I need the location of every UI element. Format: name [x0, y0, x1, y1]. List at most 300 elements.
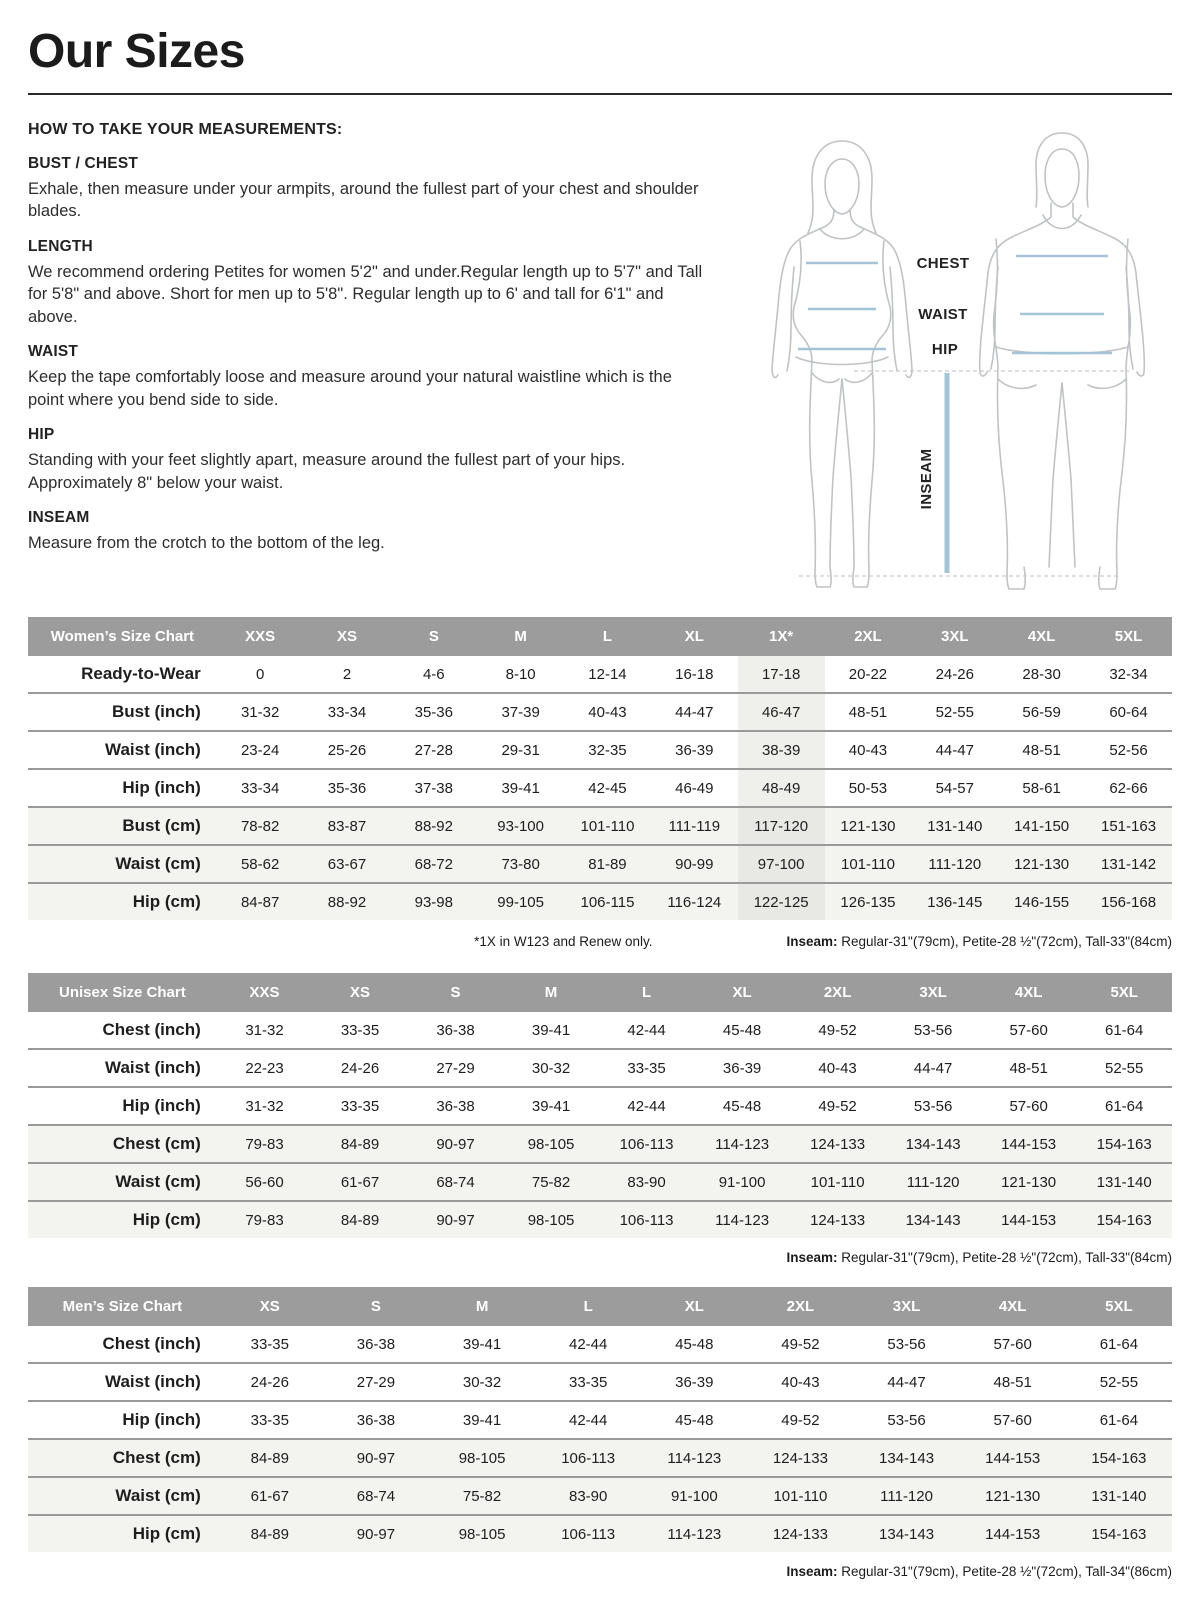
size-cell: 106-113	[619, 1135, 674, 1153]
unisex-header-row	[28, 973, 1172, 1012]
size-cell: 124-133	[810, 1135, 866, 1153]
size-cell: 58-62	[240, 855, 280, 873]
size-cell: 90-97	[436, 1135, 475, 1153]
size-cell: 52-55	[1099, 1373, 1139, 1391]
size-cell: 49-52	[781, 1335, 820, 1353]
size-cell: 36-38	[436, 1097, 475, 1115]
size-cell: 37-38	[414, 779, 453, 797]
section-body-hip: Standing with your feet slightly apart, measure around the fullest part of your hips. Approximately 8" below your waist.	[28, 451, 626, 492]
size-cell: 68-74	[436, 1173, 475, 1191]
size-cell: 134-143	[905, 1135, 961, 1153]
size-cell: 111-119	[668, 817, 721, 835]
column-header: L	[535, 1287, 641, 1326]
row-label: Bust (inch)	[111, 702, 201, 721]
table-row	[28, 1439, 1172, 1477]
size-cell: 39-41	[462, 1411, 502, 1429]
size-cell: 114-123	[667, 1525, 722, 1543]
size-cell: 24-26	[340, 1059, 380, 1077]
size-cell: 45-48	[675, 1335, 714, 1353]
size-cell: 31-32	[240, 703, 280, 721]
size-cell: 33-35	[250, 1411, 289, 1429]
size-cell: 40-43	[588, 703, 627, 721]
size-cell: 33-35	[250, 1335, 289, 1353]
table-row	[28, 1163, 1172, 1201]
size-cell: 78-82	[240, 817, 280, 835]
size-cell: 154-163	[1091, 1449, 1147, 1467]
size-cell: 124-133	[810, 1211, 866, 1229]
size-cell: 52-55	[935, 703, 974, 721]
column-header: XXS	[217, 973, 313, 1012]
size-cell: 90-97	[356, 1449, 396, 1467]
table-row	[28, 1012, 1172, 1049]
size-cell: 50-53	[848, 779, 888, 797]
size-cell: 63-67	[327, 855, 367, 873]
unisex-size-chart	[28, 973, 1172, 1238]
column-header: XS	[312, 973, 408, 1012]
size-cell: 57-60	[993, 1335, 1032, 1353]
row-label: Bust (cm)	[122, 816, 201, 835]
size-cell: 98-105	[458, 1525, 506, 1543]
size-cell: 53-56	[913, 1021, 953, 1039]
measurement-diagram	[734, 121, 1172, 601]
size-cell: 39-41	[531, 1021, 571, 1039]
size-cell: 48-51	[1022, 741, 1061, 759]
size-cell: 73-80	[501, 855, 540, 873]
size-cell: 33-35	[627, 1059, 666, 1077]
size-cell: 61-67	[340, 1173, 380, 1191]
column-header: 4XL	[998, 617, 1085, 656]
size-cell: 56-59	[1022, 703, 1061, 721]
mens-inseam-note	[28, 1564, 1172, 1579]
size-cell: 36-39	[675, 1373, 714, 1391]
size-cell: 8-10	[505, 665, 536, 683]
size-cell: 144-153	[1001, 1135, 1057, 1153]
size-cell: 101-110	[840, 855, 895, 873]
mens-header-row	[28, 1287, 1172, 1326]
size-cell: 136-145	[927, 893, 983, 911]
size-cell: 52-56	[1109, 741, 1148, 759]
size-cell: 16-18	[675, 665, 714, 683]
table-row	[28, 1201, 1172, 1238]
size-cell: 31-32	[245, 1021, 284, 1039]
body-measurement-illustration	[742, 121, 1172, 601]
size-cell: 101-110	[810, 1173, 865, 1191]
row-label: Hip (inch)	[122, 1410, 201, 1429]
size-cell: 88-92	[327, 893, 367, 911]
size-cell: 23-24	[240, 741, 280, 759]
size-cell: 101-110	[773, 1487, 828, 1505]
size-cell: 134-143	[879, 1449, 935, 1467]
reference-dashed-lines	[799, 371, 1129, 576]
size-cell: 12-14	[588, 665, 627, 683]
size-cell: 131-140	[1091, 1487, 1147, 1505]
section-title-waist: WAIST	[28, 343, 79, 361]
size-cell: 106-113	[619, 1211, 674, 1229]
size-cell: 42-44	[627, 1021, 666, 1039]
page-title: Our Sizes	[28, 25, 245, 78]
size-cell: 4-6	[422, 665, 445, 683]
size-cell: 35-36	[414, 703, 453, 721]
size-cell: 57-60	[1009, 1021, 1048, 1039]
section-title-hip: HIP	[28, 426, 55, 444]
section-body-inseam: Measure from the crotch to the bottom of the leg.	[28, 533, 385, 552]
size-cell: 83-90	[569, 1487, 608, 1505]
table-row	[28, 1515, 1172, 1552]
size-cell: 116-124	[667, 893, 722, 911]
size-cell: 24-26	[935, 665, 974, 683]
table-row	[28, 1326, 1172, 1363]
size-cell: 134-143	[905, 1211, 961, 1229]
inseam-note-label: Inseam:	[786, 1564, 838, 1579]
size-cell: 60-64	[1109, 703, 1148, 721]
size-cell: 37-39	[501, 703, 540, 721]
unisex-inseam-note	[28, 1250, 1172, 1265]
inseam-note-value: Regular-31"(79cm), Petite-28 ½"(72cm), Tall-34"(86cm)	[841, 1564, 1172, 1579]
size-cell: 46-49	[675, 779, 714, 797]
size-cell: 106-113	[561, 1449, 616, 1467]
column-header: XS	[217, 1287, 323, 1326]
size-cell: 48-51	[993, 1373, 1032, 1391]
row-label: Chest (inch)	[102, 1020, 201, 1039]
size-cell: 68-74	[356, 1487, 396, 1505]
size-cell: 33-35	[340, 1021, 380, 1039]
inseam-note-label: Inseam:	[786, 1250, 838, 1265]
column-header: 2XL	[790, 973, 886, 1012]
size-cell: 97-100	[738, 845, 825, 883]
size-cell: 124-133	[772, 1449, 828, 1467]
column-header: 3XL	[885, 973, 981, 1012]
size-cell: 81-89	[588, 855, 627, 873]
size-cell: 30-32	[462, 1373, 502, 1391]
size-cell: 53-56	[913, 1097, 953, 1115]
size-cell: 29-31	[501, 741, 540, 759]
size-cell: 61-64	[1105, 1021, 1144, 1039]
section-title-bust-chest: BUST / CHEST	[28, 155, 139, 172]
size-cell: 84-89	[250, 1525, 289, 1543]
size-cell: 33-35	[340, 1097, 380, 1115]
size-cell: 68-72	[414, 855, 453, 873]
table-row	[28, 807, 1172, 845]
size-cell: 61-64	[1105, 1097, 1144, 1115]
size-cell: 106-115	[580, 893, 635, 911]
size-cell: 79-83	[245, 1211, 284, 1229]
section-title-length: LENGTH	[28, 237, 93, 255]
size-cell: 22-23	[245, 1059, 284, 1077]
size-cell: 75-82	[462, 1487, 502, 1505]
size-cell: 131-140	[1096, 1173, 1152, 1191]
size-cell: 154-163	[1096, 1211, 1152, 1229]
column-header: 2XL	[747, 1287, 853, 1326]
size-cell: 44-47	[887, 1373, 926, 1391]
inseam-note-value: Regular-31"(79cm), Petite-28 ½"(72cm), Tall-33"(84cm)	[841, 934, 1172, 949]
size-cell: 40-43	[818, 1059, 857, 1077]
size-cell: 27-29	[436, 1059, 475, 1077]
column-header: M	[429, 1287, 535, 1326]
table-title: Men’s Size Chart	[28, 1287, 217, 1326]
size-cell: 45-48	[722, 1097, 762, 1115]
size-cell: 48-49	[738, 769, 825, 807]
row-label: Ready-to-Wear	[81, 664, 201, 683]
size-cell: 54-57	[935, 779, 974, 797]
size-cell: 121-130	[1014, 855, 1070, 873]
inseam-label: INSEAM	[918, 448, 935, 510]
table-title: Unisex Size Chart	[28, 973, 217, 1012]
table-row	[28, 1363, 1172, 1401]
size-cell: 124-133	[772, 1525, 828, 1543]
size-cell: 84-87	[240, 893, 280, 911]
size-cell: 134-143	[879, 1525, 935, 1543]
size-cell: 25-26	[327, 741, 367, 759]
size-cell: 42-44	[569, 1411, 608, 1429]
row-label: Hip (cm)	[132, 892, 201, 911]
row-label: Hip (inch)	[122, 778, 201, 797]
size-cell: 53-56	[887, 1335, 926, 1353]
size-cell: 131-140	[927, 817, 983, 835]
size-cell: 27-29	[356, 1373, 396, 1391]
column-header: 2XL	[825, 617, 912, 656]
row-label: Waist (cm)	[115, 1172, 201, 1191]
howto-heading: HOW TO TAKE YOUR MEASUREMENTS:	[28, 121, 343, 138]
column-header: S	[390, 617, 477, 656]
size-cell: 144-153	[985, 1525, 1041, 1543]
size-cell: 49-52	[818, 1097, 857, 1115]
size-cell: 61-67	[250, 1487, 289, 1505]
table-row	[28, 769, 1172, 807]
size-cell: 126-135	[840, 893, 896, 911]
size-cell: 33-34	[327, 703, 367, 721]
size-cell: 121-130	[840, 817, 896, 835]
table-row	[28, 693, 1172, 731]
row-label: Chest (cm)	[112, 1134, 201, 1153]
womens-size-chart	[28, 617, 1172, 920]
row-label: Chest (cm)	[112, 1448, 201, 1467]
size-cell: 36-39	[675, 741, 714, 759]
size-cell: 122-125	[738, 883, 825, 920]
size-cell: 84-89	[250, 1449, 289, 1467]
table-row	[28, 1049, 1172, 1087]
section-title-inseam: INSEAM	[28, 508, 90, 526]
size-cell: 24-26	[250, 1373, 289, 1391]
section-body-length: We recommend ordering Petites for women 5'2" and under.Regular length up to 5'7" and Tall for 5'8" and above. Short for men up to 5'8". Regular length up to 6' and tall for 6'1" and above.	[28, 262, 703, 326]
size-cell: 98-105	[527, 1211, 575, 1229]
size-cell: 91-100	[718, 1173, 766, 1191]
row-label: Hip (cm)	[132, 1210, 201, 1229]
size-cell: 30-32	[531, 1059, 571, 1077]
size-cell: 56-60	[245, 1173, 284, 1191]
size-cell: 32-34	[1109, 665, 1148, 683]
size-cell: 42-44	[627, 1097, 666, 1115]
column-header: 4XL	[960, 1287, 1066, 1326]
column-header: 4XL	[981, 973, 1077, 1012]
chest-label: CHEST	[916, 255, 970, 272]
table-row	[28, 845, 1172, 883]
table-row	[28, 1087, 1172, 1125]
table-row	[28, 1477, 1172, 1515]
column-header: XXS	[217, 617, 304, 656]
size-cell: 44-47	[913, 1059, 953, 1077]
size-cell: 114-123	[715, 1211, 770, 1229]
table-row	[28, 1401, 1172, 1439]
size-cell: 36-38	[356, 1411, 396, 1429]
size-cell: 83-87	[327, 817, 367, 835]
column-header: XS	[304, 617, 391, 656]
size-cell: 98-105	[458, 1449, 506, 1467]
size-cell: 131-142	[1100, 855, 1157, 873]
size-cell: 154-163	[1096, 1135, 1152, 1153]
womens-1x-note: *1X in W123 and Renew only.	[474, 934, 653, 949]
size-cell: 93-98	[414, 893, 453, 911]
size-cell: 48-51	[848, 703, 888, 721]
size-cell: 91-100	[670, 1487, 718, 1505]
row-label: Waist (inch)	[105, 740, 201, 759]
size-cell: 61-64	[1099, 1335, 1139, 1353]
size-cell: 36-38	[436, 1021, 475, 1039]
size-cell: 99-105	[497, 893, 544, 911]
section-body-waist: Keep the tape comfortably loose and measure around your natural waistline which is the point where you bend side to side.	[28, 368, 672, 409]
size-cell: 40-43	[781, 1373, 820, 1391]
size-cell: 62-66	[1109, 779, 1148, 797]
size-cell: 93-100	[497, 817, 544, 835]
womens-table-notes	[28, 934, 1172, 949]
title-divider	[28, 93, 1172, 95]
size-cell: 117-120	[738, 807, 825, 845]
size-cell: 17-18	[738, 656, 825, 693]
size-cell: 31-32	[245, 1097, 284, 1115]
size-cell: 106-113	[561, 1525, 616, 1543]
size-cell: 88-92	[414, 817, 453, 835]
size-cell: 98-105	[527, 1135, 575, 1153]
column-header: XL	[651, 617, 738, 656]
inseam-note-value: Regular-31"(79cm), Petite-28 ½"(72cm), Tall-33"(84cm)	[841, 1250, 1172, 1265]
size-cell: 75-82	[531, 1173, 571, 1191]
size-cell: 58-61	[1022, 779, 1061, 797]
size-cell: 90-99	[675, 855, 714, 873]
row-label: Hip (cm)	[132, 1524, 201, 1543]
row-label: Waist (cm)	[115, 854, 201, 873]
size-cell: 40-43	[848, 741, 888, 759]
column-header: L	[599, 973, 695, 1012]
size-cell: 151-163	[1100, 817, 1157, 835]
size-cell: 45-48	[722, 1021, 762, 1039]
table-title: Women’s Size Chart	[28, 617, 217, 656]
size-cell: 111-120	[880, 1487, 933, 1505]
size-cell: 114-123	[715, 1135, 770, 1153]
size-cell: 90-97	[436, 1211, 475, 1229]
size-cell: 79-83	[245, 1135, 284, 1153]
mens-size-chart	[28, 1287, 1172, 1552]
column-header: 3XL	[911, 617, 998, 656]
size-cell: 121-130	[985, 1487, 1041, 1505]
size-cell: 52-55	[1105, 1059, 1144, 1077]
size-cell: 48-51	[1009, 1059, 1048, 1077]
size-cell: 38-39	[738, 731, 825, 769]
column-header: S	[323, 1287, 429, 1326]
size-cell: 2	[342, 665, 352, 683]
size-cell: 36-38	[356, 1335, 396, 1353]
size-cell: 32-35	[588, 741, 627, 759]
size-cell: 144-153	[1001, 1211, 1057, 1229]
table-row	[28, 656, 1172, 693]
size-cell: 36-39	[722, 1059, 762, 1077]
size-cell: 39-41	[531, 1097, 571, 1115]
size-cell: 83-90	[627, 1173, 666, 1191]
intro-section	[28, 121, 1172, 601]
womens-header-row	[28, 617, 1172, 656]
size-cell: 146-155	[1014, 893, 1070, 911]
size-cell: 121-130	[1001, 1173, 1057, 1191]
size-cell: 35-36	[327, 779, 367, 797]
row-label: Hip (inch)	[122, 1096, 201, 1115]
size-cell: 39-41	[501, 779, 540, 797]
size-cell: 33-34	[240, 779, 280, 797]
woman-figure-outline	[772, 141, 912, 587]
size-cell: 20-22	[848, 665, 888, 683]
size-cell: 84-89	[340, 1135, 380, 1153]
table-row	[28, 731, 1172, 769]
size-cell: 154-163	[1091, 1525, 1147, 1543]
size-cell: 61-64	[1099, 1411, 1139, 1429]
table-row	[28, 1125, 1172, 1163]
row-label: Waist (cm)	[115, 1486, 201, 1505]
size-cell: 44-47	[935, 741, 974, 759]
size-cell: 33-35	[569, 1373, 608, 1391]
section-body-bust-chest: Exhale, then measure under your armpits, around the fullest part of your chest and shoulder blades.	[28, 180, 699, 221]
row-label: Chest (inch)	[102, 1334, 201, 1353]
size-cell: 27-28	[414, 741, 453, 759]
size-cell: 57-60	[1009, 1097, 1048, 1115]
size-cell: 144-153	[985, 1449, 1041, 1467]
man-figure-outline	[980, 133, 1145, 589]
column-header: 5XL	[1085, 617, 1172, 656]
size-cell: 101-110	[580, 817, 635, 835]
size-cell: 111-120	[906, 1173, 960, 1191]
size-cell: 141-150	[1014, 817, 1070, 835]
size-cell: 49-52	[818, 1021, 857, 1039]
waist-label: WAIST	[918, 306, 968, 323]
size-cell: 0	[255, 665, 265, 683]
size-cell: 111-120	[928, 855, 982, 873]
row-label: Waist (inch)	[105, 1372, 201, 1391]
size-cell: 45-48	[675, 1411, 714, 1429]
size-cell: 156-168	[1100, 893, 1157, 911]
size-cell: 28-30	[1022, 665, 1061, 683]
column-header: XL	[694, 973, 790, 1012]
column-header: 3XL	[854, 1287, 960, 1326]
column-header: 5XL	[1066, 1287, 1172, 1326]
column-header: M	[503, 973, 599, 1012]
column-header: XL	[641, 1287, 747, 1326]
size-cell: 42-45	[588, 779, 627, 797]
table-row	[28, 883, 1172, 920]
size-cell: 84-89	[340, 1211, 380, 1229]
column-header: L	[564, 617, 651, 656]
size-cell: 46-47	[738, 693, 825, 731]
size-cell: 39-41	[462, 1335, 502, 1353]
size-cell: 114-123	[667, 1449, 722, 1467]
size-cell: 44-47	[675, 703, 714, 721]
womens-inseam-note	[786, 934, 1172, 949]
measurement-instructions	[28, 121, 718, 601]
column-header: 5XL	[1076, 973, 1172, 1012]
inseam-note-label: Inseam:	[786, 934, 838, 949]
column-header: 1X*	[738, 617, 825, 656]
column-header: M	[477, 617, 564, 656]
size-cell: 53-56	[887, 1411, 926, 1429]
column-header: S	[408, 973, 504, 1012]
size-cell: 90-97	[356, 1525, 396, 1543]
hip-label: HIP	[931, 341, 959, 358]
size-cell: 49-52	[781, 1411, 820, 1429]
